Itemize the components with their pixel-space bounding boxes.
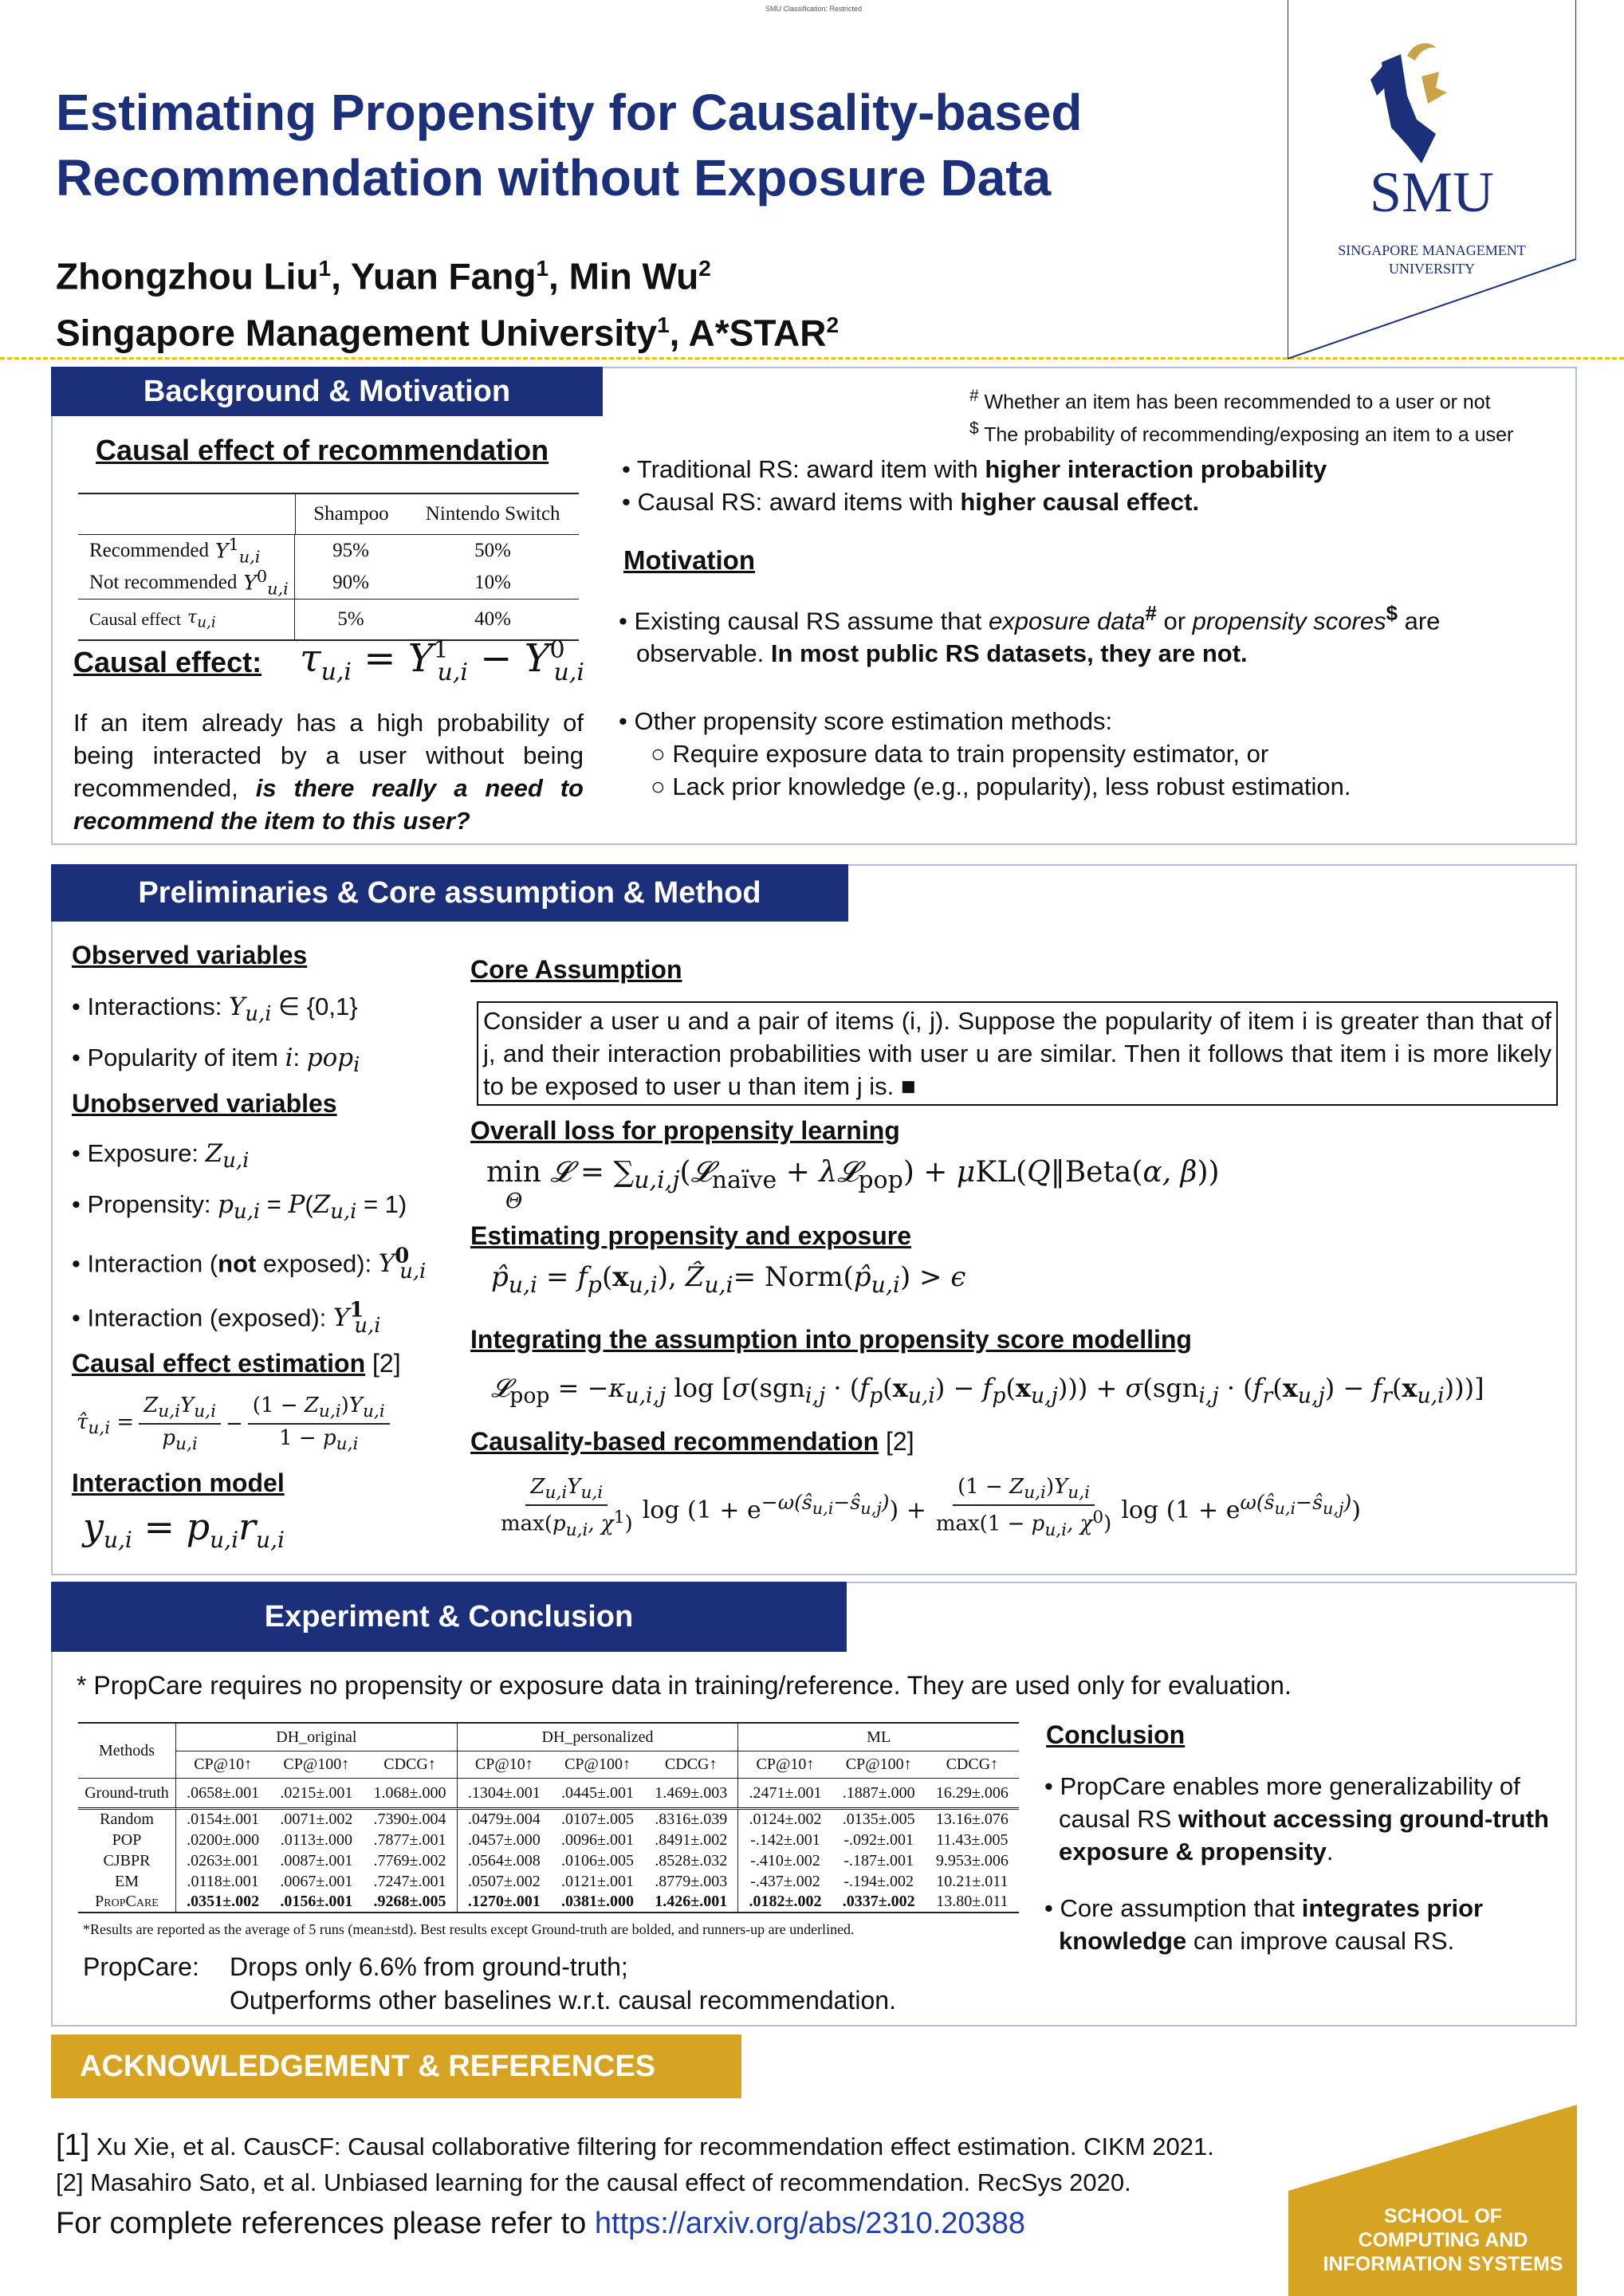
reference-1: [1] Xu Xie, et al. CausCF: Causal collaborative filtering for recommendation effect estimation. CIKM 2021. (56, 2129, 1214, 2162)
unobserved-interaction-exposed: • Interaction (exposed): $Y^1_{u,i}$ (72, 1299, 381, 1338)
row-label-recommended: Recommended (89, 540, 209, 561)
result-cell: .0337±.002 (842, 1893, 915, 1910)
result-cell: .0107±.005 (561, 1810, 634, 1828)
result-cell: .7769±.002 (363, 1850, 457, 1871)
loss-title: Overall loss for propensity learning (470, 1116, 900, 1145)
result-cell: 13.16±.076 (935, 1810, 1009, 1828)
results-table (78, 1722, 1019, 1913)
observed-variables-title: Observed variables (72, 941, 308, 969)
loss-equation: min 𝓛 = $\sum_{u,i,j}(𝓛_{naïve}$ + λ𝓛$_{pop}$) + μKL(Q‖Beta(α, β)) Θ (486, 1156, 1220, 1214)
affiliation-line (56, 301, 839, 357)
metric-header: CDCG↑ (644, 1751, 738, 1779)
result-cell: .8779±.003 (644, 1871, 738, 1892)
result-cell: .0067±.001 (280, 1872, 353, 1890)
motivation-sub-2: ○ Lack prior knowledge (e.g., popularity), less robust estimation. (651, 773, 1351, 801)
result-cell: .7390±.004 (363, 1809, 457, 1830)
propcare-summary: PropCare: Drops only 6.6% from ground-truth; Outperforms other baselines w.r.t. causal recommendation. (83, 1950, 896, 2017)
result-cell: .0445±.001 (561, 1783, 634, 1802)
result-cell: -.194±.002 (843, 1872, 914, 1890)
core-assumption-text: Consider a user u and a pair of items (i, j). Suppose the popularity of item i is greater than that of j, and their interaction probabilities with user u are similar. Then it follows that item i is more likely to be exposed to user u than item j is. (483, 1007, 1551, 1100)
smu-logo-text: SMU (1369, 160, 1495, 224)
results-footnote: *Results are reported as the average of 5 runs (mean±std). Best results except Ground-truth are bolded, and runners-up are underlined. (83, 1921, 855, 1937)
core-assumption-title: Core Assumption (470, 955, 682, 984)
reference-2: [2] Masahiro Sato, et al. Unbiased learning for the causal effect of recommendation. RecSys 2020. (56, 2168, 1131, 2196)
result-cell: 1.068±.000 (363, 1779, 457, 1809)
result-cell: .8316±.039 (644, 1809, 738, 1830)
metric-header: CP@10↑ (756, 1755, 815, 1773)
title-line-1: Estimating Propensity for Causality-based (56, 84, 1083, 141)
author-2-sup: 1 (536, 256, 549, 281)
result-cell: .8528±.032 (644, 1850, 738, 1871)
metric-header: CDCG↑ (363, 1751, 457, 1779)
rs-comparison (622, 453, 1563, 518)
title-line-2: Recommendation without Exposure Data (56, 149, 1052, 206)
affiliation-1-sup: 1 (657, 313, 670, 338)
metric-header: CP@10↑ (194, 1755, 253, 1773)
table-cell: 90% (332, 572, 369, 593)
causal-effect-label: Causal effect: (73, 646, 262, 678)
interaction-model-title: Interaction model (72, 1468, 285, 1497)
estimation-equation: $p̂_{u,i} = f_p(x_{u,i})$, Ẑ$_{u,i}$= $Norm(p̂_{u,i}) > \epsilon$ (491, 1261, 966, 1298)
method-cell: POP (78, 1830, 176, 1850)
result-cell: .0263±.001 (187, 1851, 260, 1869)
author-3: , Min Wu (549, 255, 699, 297)
result-cell: 16.29±.006 (935, 1783, 1009, 1802)
school-badge (1288, 2105, 1577, 2296)
popularity-loss-equation: 𝓛$_{pop}$ = $-\kappa_{u,i,j}$ $\log [\sigma(sgn_{i,j} \cdot (f_p(x_{u,i}) - f_p(x_{u,j}))) + \sigma(sgn_{i,j} \cdot (f_r(x_{u,j}) - f_r(x_{u,i})))]$ (491, 1373, 1484, 1409)
table-row (78, 1779, 1019, 1809)
motivation-question: If an item already has a high probability of being interacted by a user without being recommended, is there really a need to recommend the item to this user? (73, 709, 584, 835)
result-cell: .8491±.002 (644, 1830, 738, 1850)
result-cell: .0182±.002 (749, 1893, 822, 1910)
methods-header: Methods (78, 1723, 176, 1779)
author-line (56, 244, 839, 301)
smu-logo-icon (1370, 43, 1447, 163)
table-row (78, 1830, 1019, 1850)
result-cell: .2471±.001 (749, 1783, 822, 1802)
result-cell: 1.426±.001 (644, 1892, 738, 1913)
unobserved-interaction-not-exposed: • Interaction (not exposed): $Y^0_{u,i}$ (72, 1244, 427, 1284)
table-cell: 10% (474, 572, 511, 593)
result-cell: -.142±.001 (750, 1830, 820, 1849)
affiliation-2: , A*STAR (669, 312, 827, 354)
result-cell: .0457±.000 (467, 1830, 541, 1849)
table-cell: 95% (332, 540, 369, 561)
causal-rec-title-line: Causality-based recommendation [2] (470, 1427, 914, 1456)
causal-rs-item: • Causal RS: award items with higher causal effect. (622, 488, 1200, 516)
metric-header: CP@100↑ (564, 1755, 631, 1773)
experiment-header: Experiment & Conclusion (51, 1582, 847, 1652)
metric-header: CP@10↑ (474, 1755, 533, 1773)
method-cell: CJBPR (78, 1850, 176, 1871)
footnotes: # Whether an item has been recommended to a user or not $ The probability of recommending/exposing an item to a user (969, 387, 1514, 446)
footnote-exposure: Whether an item has been recommended to a user or not (984, 391, 1491, 414)
causal-rec-equation: $\frac{Z_{u,i}Y_{u,i}}{\max(p_{u,i}, \chi^1)}$ $\log (1 + e^{-\omega(ŝ_{u,i}-ŝ_{u,j})})$ + $\frac{(1 - Z_{u,i})Y_{u,i}}{\max(1 - p_{u,i}, \chi^0)}$ $\log (1 + e^{\omega(ŝ_{u,i}-ŝ_{u,j})})$ (501, 1475, 1361, 1541)
table-row (78, 1871, 1019, 1892)
table-col-shampoo: Shampoo (313, 503, 389, 525)
question-emphasis: is there really a need to recommend the item to this user? (73, 774, 584, 835)
result-cell: -.410±.002 (750, 1851, 820, 1869)
authors-block (56, 244, 839, 358)
metric-header: CP@100↑ (283, 1755, 350, 1773)
method-cell: Ground-truth (78, 1779, 176, 1809)
background-header: Background & Motivation (51, 367, 603, 416)
unobserved-variables-title: Unobserved variables (72, 1089, 337, 1118)
conclusion-title: Conclusion (1046, 1720, 1186, 1749)
result-cell: .0071±.002 (280, 1810, 353, 1828)
poster-title (56, 80, 1252, 210)
result-cell: 11.43±.005 (936, 1830, 1009, 1849)
result-cell: .0087±.001 (280, 1851, 353, 1869)
unobserved-exposure: • Exposure: $Z_{u,i}$ (72, 1139, 250, 1174)
method-cell: Random (78, 1809, 176, 1830)
result-cell: .0479±.004 (467, 1810, 541, 1828)
result-cell: .0215±.001 (280, 1783, 353, 1802)
conclusion-list (1044, 1770, 1555, 1957)
core-assumption-box: Consider a user u and a pair of items (i, j). Suppose the popularity of item i is greater than that of j, and their interaction probabilities with user u are similar. Then it follows that item i is more likely to be exposed to user u than item j is. ■ (477, 1001, 1558, 1106)
result-cell: .0658±.001 (187, 1783, 260, 1802)
smu-logo-sub2: UNIVERSITY (1389, 261, 1475, 277)
result-cell: .0351±.002 (187, 1893, 260, 1910)
causal-effect-table: Shampoo Nintendo Switch Recommended $Y^1_{u,i}$ 95% 50% Not recommended $Y^0_{u,i}$ 90% 10% Causal effect $\tau_{u,i}$ 5% 40% (78, 493, 579, 641)
footnote-propensity: The probability of recommending/exposing an item to a user (984, 423, 1514, 446)
result-cell: .7247±.001 (363, 1871, 457, 1892)
experiment-note: * PropCare requires no propensity or exposure data in training/reference. They are used only for evaluation. (77, 1671, 1292, 1700)
conclusion-item-2: • Core assumption that integrates prior knowledge can improve causal RS. (1044, 1894, 1484, 1955)
smu-logo-sub1: SINGAPORE MANAGEMENT (1338, 242, 1526, 258)
result-cell: .1270±.001 (467, 1893, 541, 1910)
propcare-label: PropCare: (83, 1952, 199, 1981)
author-3-sup: 2 (698, 256, 711, 281)
method-cell: EM (78, 1871, 176, 1892)
result-cell: .9268±.005 (363, 1892, 457, 1913)
table-col-switch: Nintendo Switch (425, 503, 560, 525)
author-2: , Yuan Fang (331, 255, 537, 297)
school-line-1: SCHOOL OF (1383, 2205, 1503, 2227)
result-cell: .0154±.001 (187, 1810, 260, 1828)
result-cell: .1304±.001 (467, 1783, 541, 1802)
group-ml: ML (738, 1723, 1019, 1751)
conclusion-item-1: • PropCare enables more generalizability of causal RS without accessing ground-truth exposure & propensity. (1044, 1772, 1549, 1866)
causal-effect-equation: $\tau_{u,i} = Y^1_{u,i} - Y^0_{u,i}$ (300, 636, 584, 686)
table-row (78, 1892, 1019, 1913)
result-cell: .0121±.001 (561, 1872, 634, 1890)
author-1-sup: 1 (318, 256, 332, 281)
result-cell: -.092±.001 (843, 1830, 914, 1849)
table-cell: 50% (474, 540, 511, 561)
result-cell: .0381±.000 (561, 1893, 634, 1910)
table-row (78, 1809, 1019, 1830)
table-cell: 5% (337, 608, 364, 630)
result-cell: .0106±.005 (561, 1851, 634, 1869)
estimation-title: Estimating propensity and exposure (470, 1221, 911, 1250)
affiliation-2-sup: 2 (826, 313, 840, 338)
school-line-3: INFORMATION SYSTEMS (1323, 2253, 1563, 2275)
unobserved-propensity: • Propensity: $p_{u,i} = P(Z_{u,i} = 1)$ (72, 1190, 407, 1225)
classification-label: SMU Classification: Restricted (765, 5, 863, 13)
result-cell: .0124±.002 (749, 1810, 822, 1828)
affiliation-1: Singapore Management University (56, 312, 658, 354)
result-cell: .0507±.002 (467, 1872, 541, 1890)
motivation-sub-1: ○ Require exposure data to train propensity estimator, or (651, 740, 1269, 769)
group-dh-personalized: DH_personalized (457, 1723, 738, 1751)
causal-estimation-equation: $\taû_{u,i}$ = $\frac{Z_{u,i}Y_{u,i}}{p_{u,i}}$ − $\frac{(1 - Z_{u,i})Y_{u,i}}{1 - p_{u,i}}$ (77, 1394, 395, 1454)
metric-header: CDCG↑ (946, 1755, 999, 1773)
smu-logo-panel (1288, 0, 1576, 363)
result-cell: .0564±.008 (467, 1851, 541, 1869)
method-header: Preliminaries & Core assumption & Method (51, 864, 848, 922)
result-cell: .0113±.000 (280, 1830, 352, 1849)
observed-popularity: • Popularity of item i: pop$_i$ (72, 1044, 360, 1078)
metric-header: CP@100↑ (845, 1755, 912, 1773)
causal-effect-title: Causal effect of recommendation (96, 434, 549, 466)
result-cell: 10.21±.011 (936, 1872, 1009, 1890)
result-cell: .0096±.001 (561, 1830, 634, 1849)
method-cell: PropCare (78, 1892, 176, 1913)
observed-interactions: • Interactions: $Y_{u,i}$ ∈ {0,1} (72, 993, 358, 1027)
result-cell: .0156±.001 (280, 1893, 353, 1910)
traditional-rs-item: • Traditional RS: award item with higher interaction probability (622, 455, 1327, 483)
result-cell: .7877±.001 (363, 1830, 457, 1850)
result-cell: .1887±.000 (842, 1783, 915, 1802)
result-cell: .0200±.000 (187, 1830, 260, 1849)
result-cell: .0118±.001 (187, 1872, 259, 1890)
author-1: Zhongzhou Liu (56, 255, 319, 297)
motivation-item-1: • Existing causal RS assume that exposure data# or propensity scores$ are observable. In most public RS datasets, they are not. (619, 603, 1441, 668)
motivation-title: Motivation (623, 545, 755, 575)
motivation-item-2: • Other propensity score estimation methods: (619, 707, 1113, 736)
group-dh-original: DH_original (176, 1723, 458, 1751)
arxiv-link[interactable]: https://arxiv.org/abs/2310.20388 (594, 2207, 1025, 2240)
result-cell: 9.953±.006 (935, 1851, 1009, 1869)
integration-title: Integrating the assumption into propensity score modelling (470, 1325, 1192, 1354)
result-cell: -.187±.001 (843, 1851, 914, 1869)
school-line-2: COMPUTING AND (1358, 2229, 1528, 2251)
row-label-not-recommended: Not recommended (89, 572, 238, 593)
causal-estimation-title-line: Causal effect estimation [2] (72, 1349, 401, 1378)
references-header: ACKNOWLEDGEMENT & REFERENCES (51, 2035, 741, 2098)
table-cell: 40% (474, 608, 511, 630)
complete-references: For complete references please refer to https://arxiv.org/abs/2310.20388 (56, 2207, 1025, 2240)
result-cell: .0135±.005 (842, 1810, 915, 1828)
table-row (78, 1850, 1019, 1871)
motivation-list (619, 598, 1567, 803)
result-cell: 1.469±.003 (644, 1779, 738, 1809)
interaction-model-equation: $y_{u,i} = p_{u,i}r_{u,i}$ (83, 1505, 285, 1554)
row-label-causal-effect: Causal effect (89, 609, 182, 629)
result-cell: -.437±.002 (750, 1872, 820, 1890)
result-cell: 13.80±.011 (936, 1893, 1009, 1910)
